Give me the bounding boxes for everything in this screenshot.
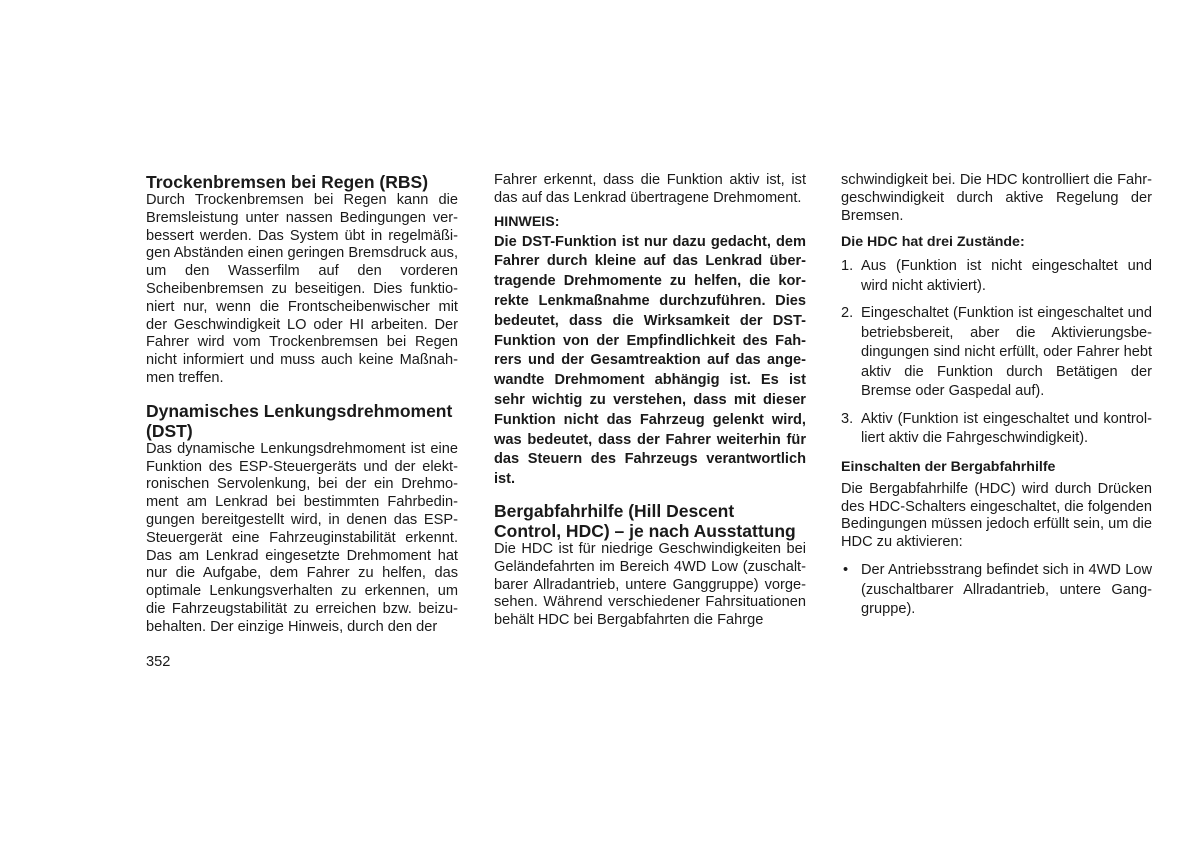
paragraph-enable-hdc: Die Bergabfahrhilfe (HDC) wird durch Drücken des HDC-Schalters eingeschaltet, die folgenden Bedingungen müssen jedoch erfüllt sein, um die HDC zu aktivieren: <box>841 480 1152 551</box>
paragraph-rbs: Durch Trockenbremsen bei Regen kann die Bremsleistung unter nassen Bedingungen verbessert werden. Das System übt in regelmäßigen Abständen einen geringen Bremsdruck aus, um den Wasserfilm auf den vorderen Scheibenbremsen zu beseitigen. Dies funktioniert nur, wenn die Frontscheibenwischer mit der Geschwindigkeit LO oder HI arbeiten. Der Fahrer wird vom Trockenbremsen bei Regen nicht informiert und muss auch keine Maßnahmen treffen. <box>146 192 458 386</box>
list-item <box>841 257 1152 296</box>
note-text: Die DST-Funktion ist nur dazu gedacht, dem Fahrer durch kleine auf das Lenkrad übertragende Drehmomente zu helfen, die korrekte Lenkmaßnahme durchzuführen. Dies bedeutet, dass die Wirksamkeit der DST-Funktion von der Empfindlichkeit des Fahrers und der Gesamtreaktion auf das angewandte Drehmoment abhängig ist. Es ist sehr wichtig zu verstehen, dass mit dieser Funktion nicht das Fahrzeug gelenkt wird, was bedeutet, dass der Fahrer weiterhin für das Steuern des Fahrzeugs verantwortlich ist. <box>494 233 806 488</box>
list-marker: 3. <box>841 410 854 427</box>
subheading-hdc-states: Die HDC hat drei Zustände: <box>841 234 1025 251</box>
paragraph-hdc: Die HDC ist für niedrige Geschwindigkeiten bei Geländefahrten im Bereich 4WD Low (zuschaltbarer Allradantrieb, untere Ganggruppe) vorgesehen. Während verschiedener Fahrsituationen behält HDC bei Bergabfahrten die Fahrge <box>494 540 806 629</box>
subheading-enable-hdc: Einschalten der Bergabfahrhilfe <box>841 458 1056 475</box>
list-item-text: Aktiv (Funktion ist eingeschaltet und kontrolliert aktiv die Fahrgeschwindigkeit). <box>861 410 1152 447</box>
list-item-text: Eingeschaltet (Funktion ist eingeschaltet und betriebsbereit, aber die Aktivierungsbedingungen sind nicht erfüllt, oder Fahrer hebt aktiv die Funktion durch Betätigen der Bremse oder Gaspedal auf). <box>861 305 1152 400</box>
hdc-conditions-list <box>841 561 1152 620</box>
bullet-marker: • <box>843 562 849 579</box>
section-heading-dst: Dynamisches Lenkungsdrehmoment (DST) <box>146 400 453 441</box>
hdc-states-list <box>841 257 1152 449</box>
paragraph-dst: Das dynamische Lenkungsdrehmoment ist eine Funktion des ESP-Steuergeräts und der elektronischen Servolenkung, bei der ein Drehmoment am Lenkrad bei bestimmten Fahrbedingungen bereitgestellt wird, in denen das ESP-Steuergerät eine Fahrzeuginstabilität erkennt. Das am Lenkrad eingesetzte Drehmoment hat nur die Aufgabe, dem Fahrer zu helfen, das optimale Lenkungsverhalten zu erkennen, um die Fahrzeugstabilität zu erreichen bzw. beizubehalten. Der einzige Hinweis, durch den der <box>146 440 458 635</box>
column-right <box>841 172 1152 620</box>
list-marker: 2. <box>841 305 854 322</box>
list-item <box>841 304 1152 402</box>
list-marker: 1. <box>841 258 854 275</box>
bullet-item <box>841 561 1152 620</box>
list-item <box>841 410 1152 449</box>
paragraph-hdc-continued: schwindigkeit bei. Die HDC kontrolliert die Fahrgeschwindigkeit durch aktive Regelung der Bremsen. <box>841 172 1152 224</box>
section-heading-hdc: Bergabfahrhilfe (Hill Descent Control, HDC) – je nach Ausstattung <box>494 500 796 541</box>
column-left <box>146 172 458 637</box>
section-heading-rbs: Trockenbremsen bei Regen (RBS) <box>146 172 429 192</box>
list-item-text: Aus (Funktion ist nicht eingeschaltet und wird nicht aktiviert). <box>861 258 1152 294</box>
bullet-item-text: Der Antriebsstrang befindet sich in 4WD Low (zuschaltbarer Allradantrieb, untere Ganggruppe). <box>861 562 1152 618</box>
paragraph-dst-continued: Fahrer erkennt, dass die Funktion aktiv ist, ist das auf das Lenkrad übertragene Drehmoment. <box>494 172 806 206</box>
column-middle <box>494 172 806 630</box>
note-label: HINWEIS: <box>494 213 560 230</box>
page-number: 352 <box>146 654 171 670</box>
